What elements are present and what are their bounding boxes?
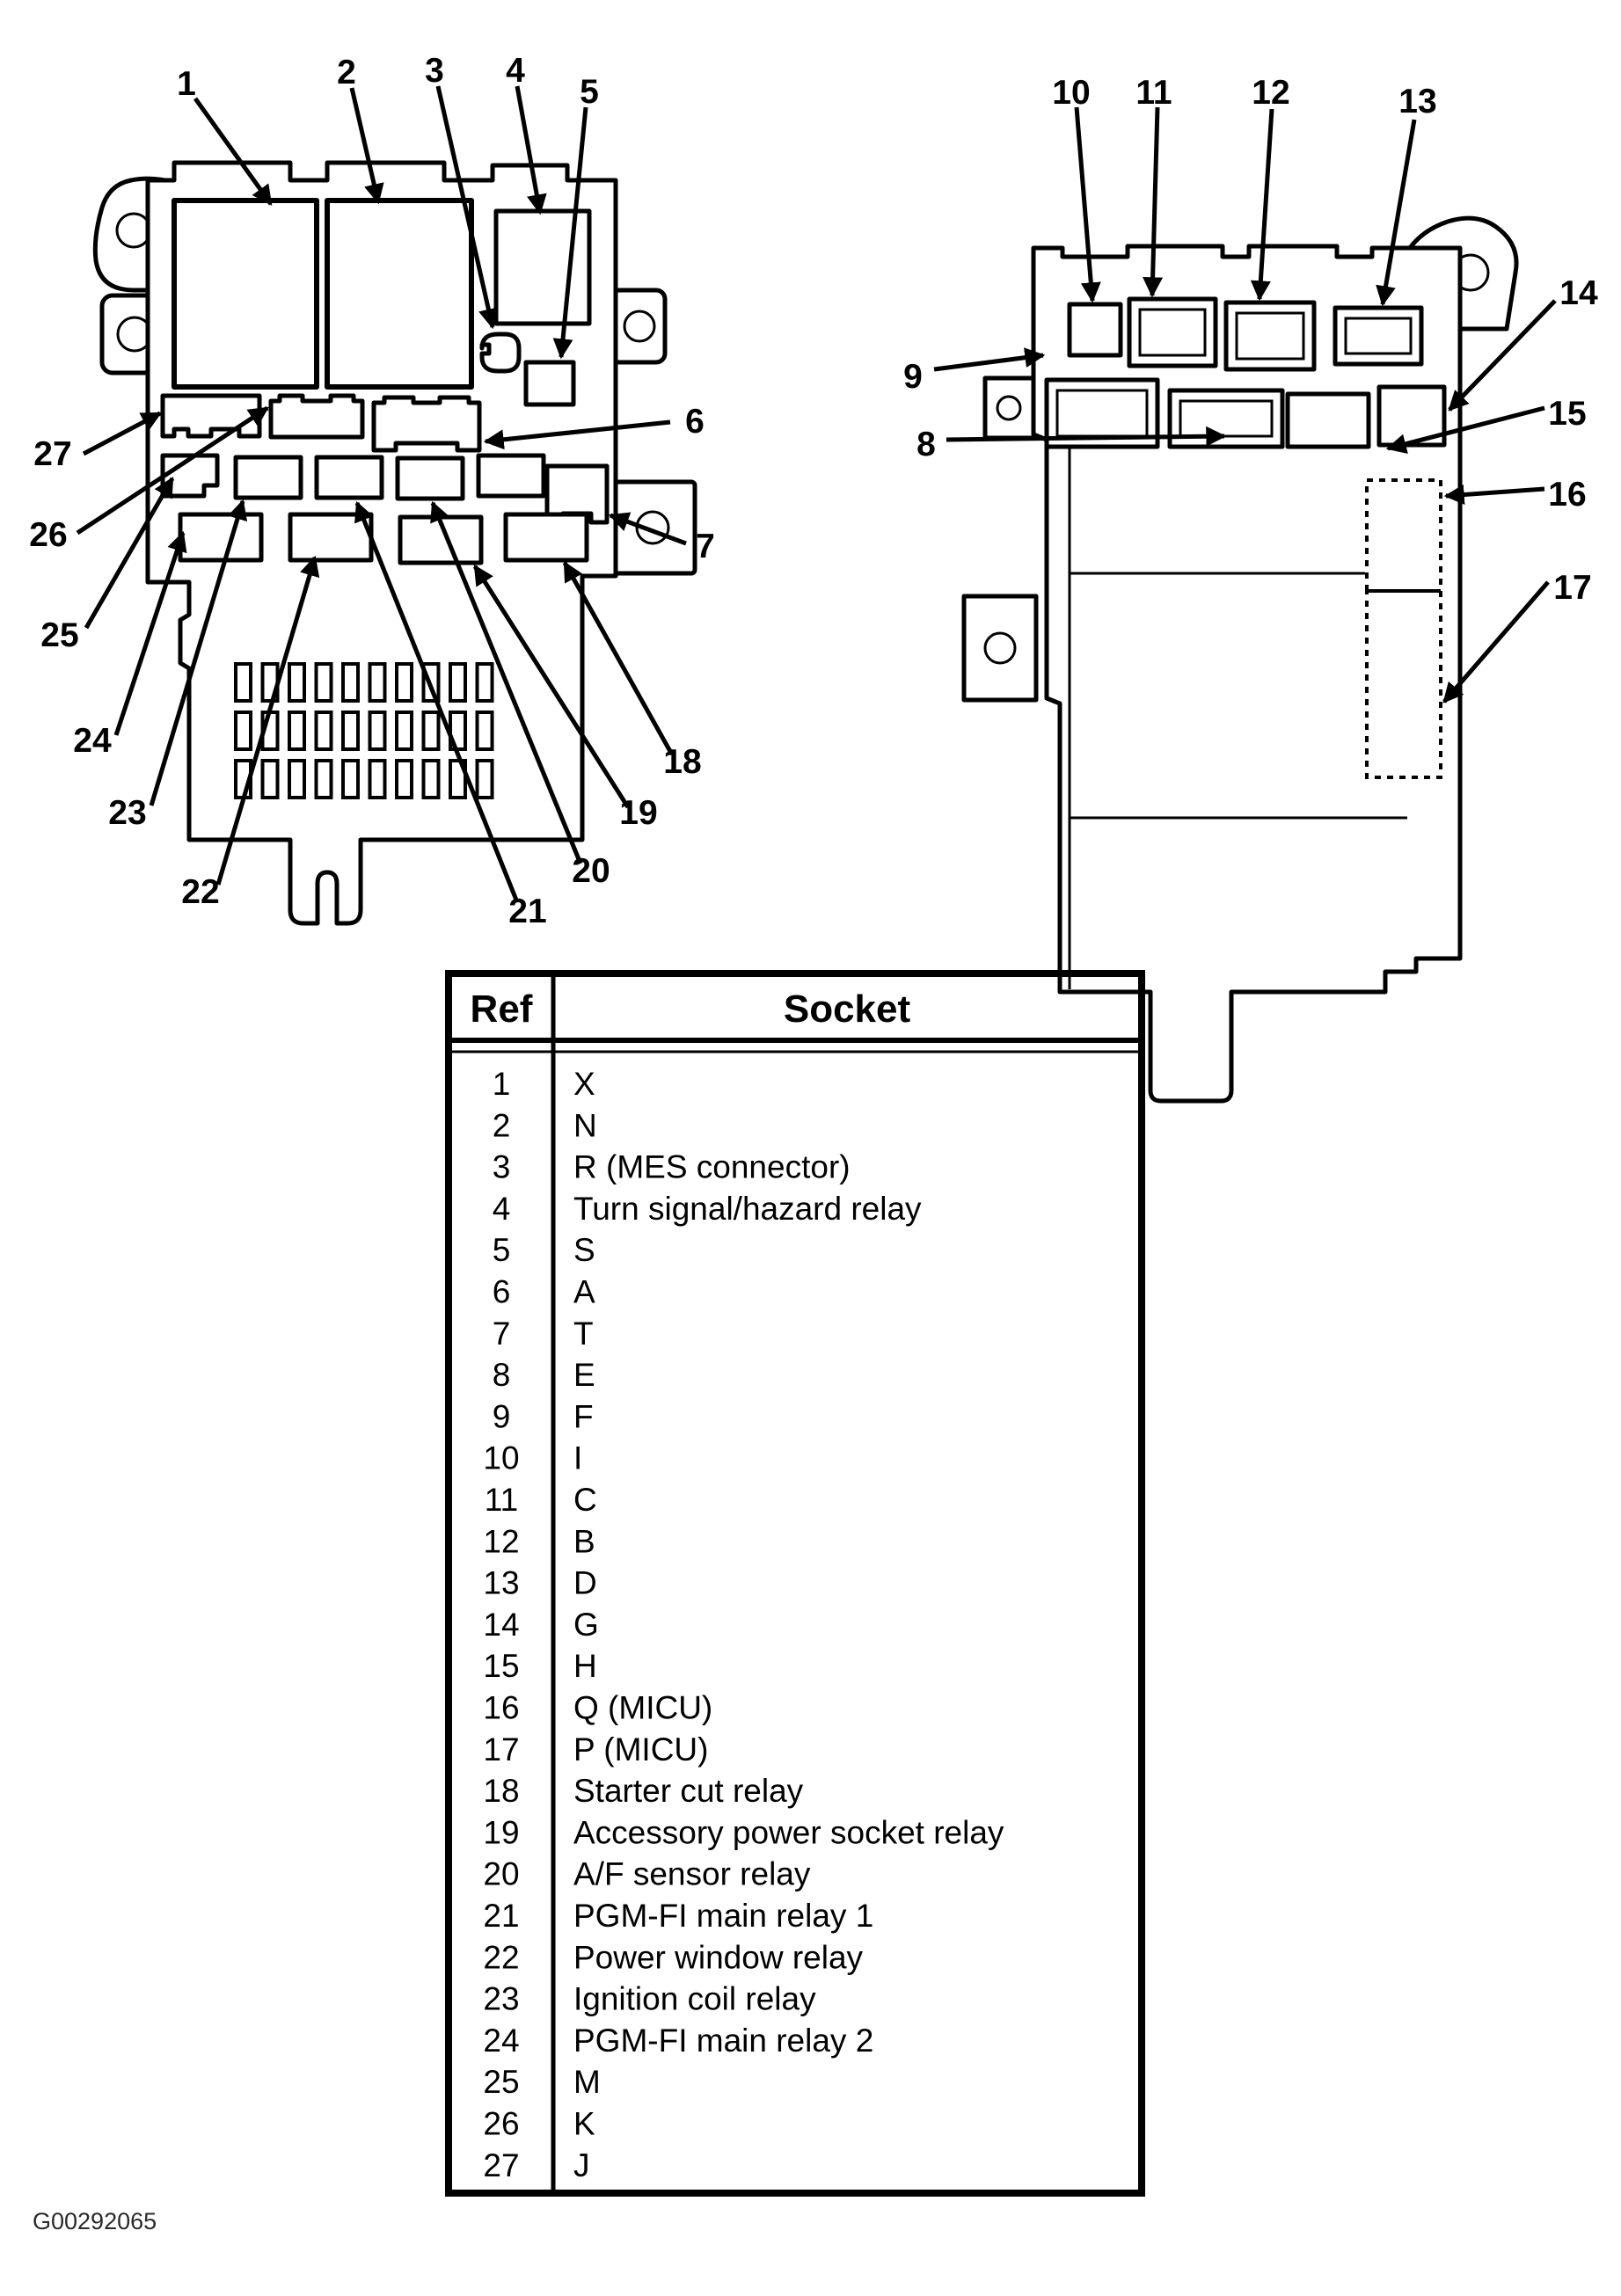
table-rows bbox=[483, 1066, 1004, 2183]
table-row-ref: 4 bbox=[492, 1190, 511, 1227]
table-row-socket: C bbox=[573, 1482, 597, 1518]
table-row-ref: 22 bbox=[483, 1939, 520, 1976]
socket-n-box bbox=[327, 200, 471, 387]
callout-13: 13 bbox=[1398, 83, 1437, 120]
table-row-socket: H bbox=[573, 1648, 597, 1685]
fuse-slot bbox=[343, 712, 358, 749]
callout-7: 7 bbox=[696, 528, 715, 565]
callout-11: 11 bbox=[1135, 74, 1172, 112]
table-row-socket: E bbox=[573, 1357, 595, 1394]
table-row-socket: J bbox=[573, 2147, 590, 2183]
mounting-hole bbox=[624, 311, 654, 341]
table-row-ref: 8 bbox=[492, 1357, 511, 1394]
relay-box bbox=[506, 514, 587, 560]
callout-14: 14 bbox=[1559, 274, 1598, 312]
fuse-slot bbox=[289, 761, 304, 798]
callout-arrow-9 bbox=[934, 355, 1043, 369]
table-row-socket: K bbox=[573, 2105, 595, 2142]
callout-9: 9 bbox=[903, 358, 923, 396]
fuse-slot bbox=[424, 712, 439, 749]
relay-box bbox=[478, 456, 544, 496]
table-row-socket: PGM-FI main relay 1 bbox=[573, 1898, 874, 1934]
fuse-slot bbox=[317, 712, 332, 749]
relay-box bbox=[236, 457, 301, 498]
table-row-socket: R (MES connector) bbox=[573, 1148, 851, 1185]
table-row-socket: N bbox=[573, 1107, 597, 1144]
table-row-ref: 11 bbox=[484, 1482, 519, 1518]
callout-6: 6 bbox=[685, 403, 705, 441]
table-row-ref: 9 bbox=[492, 1398, 511, 1435]
callout-18: 18 bbox=[663, 743, 702, 781]
fuse-slot bbox=[397, 712, 412, 749]
table-row-ref: 14 bbox=[483, 1606, 520, 1643]
relay-box bbox=[290, 514, 371, 560]
fuse-box-rear-view bbox=[903, 74, 1598, 1101]
table-row-socket: Starter cut relay bbox=[573, 1773, 804, 1810]
fuse-slot bbox=[397, 664, 412, 701]
callout-22: 22 bbox=[181, 873, 220, 911]
table-row-socket: Q (MICU) bbox=[573, 1689, 713, 1726]
table-row-ref: 13 bbox=[483, 1564, 520, 1601]
fuse-slot bbox=[236, 664, 251, 701]
table-row-socket: Power window relay bbox=[573, 1939, 864, 1976]
mounting-hole bbox=[985, 633, 1015, 663]
table-row-socket: Accessory power socket relay bbox=[573, 1814, 1004, 1851]
fuse-box-front-view bbox=[29, 52, 715, 930]
table-row-ref: 3 bbox=[492, 1148, 511, 1185]
fuse-slot bbox=[370, 664, 385, 701]
callout-27: 27 bbox=[33, 435, 72, 473]
socket-x-box bbox=[174, 200, 317, 387]
mounting-hole bbox=[997, 397, 1020, 419]
fuse-slot bbox=[478, 761, 493, 798]
fuse-slot bbox=[478, 664, 493, 701]
socket-k-box bbox=[271, 396, 362, 437]
table-row-socket: Ignition coil relay bbox=[573, 1980, 816, 2017]
fuse-slot bbox=[236, 712, 251, 749]
table-row-socket: X bbox=[573, 1066, 595, 1102]
table-row-socket: A/F sensor relay bbox=[573, 1855, 811, 1892]
fuse-slot bbox=[317, 761, 332, 798]
table-row-ref: 15 bbox=[483, 1648, 520, 1685]
callout-1: 1 bbox=[177, 65, 196, 103]
callout-8: 8 bbox=[916, 426, 936, 463]
table-row-ref: 1 bbox=[492, 1066, 511, 1102]
callout-4: 4 bbox=[506, 52, 525, 90]
callout-17: 17 bbox=[1553, 569, 1592, 607]
callout-21: 21 bbox=[508, 893, 547, 930]
socket-j-box bbox=[163, 396, 259, 436]
table-row-socket: P (MICU) bbox=[573, 1731, 709, 1768]
table-row-ref: 21 bbox=[483, 1898, 520, 1934]
table-row-socket: G bbox=[573, 1606, 599, 1643]
relay-box bbox=[180, 514, 261, 560]
callout-15: 15 bbox=[1548, 395, 1587, 433]
table-row-socket: F bbox=[573, 1398, 594, 1435]
table-row-ref: 23 bbox=[483, 1980, 520, 2017]
table-row-ref: 20 bbox=[483, 1855, 520, 1892]
table-row-ref: 19 bbox=[483, 1814, 520, 1851]
table-header-socket: Socket bbox=[783, 988, 911, 1031]
table-row-ref: 18 bbox=[483, 1773, 520, 1810]
table-row-socket: Turn signal/hazard relay bbox=[573, 1190, 922, 1227]
table-row-ref: 27 bbox=[483, 2147, 520, 2183]
fuse-slot bbox=[317, 664, 332, 701]
table-row-ref: 5 bbox=[492, 1232, 511, 1269]
callout-23: 23 bbox=[108, 794, 147, 832]
callout-3: 3 bbox=[425, 52, 444, 90]
table-row-socket: PGM-FI main relay 2 bbox=[573, 2022, 874, 2059]
callout-5: 5 bbox=[580, 73, 599, 111]
socket-a-box bbox=[374, 397, 479, 450]
table-row-ref: 26 bbox=[483, 2105, 520, 2142]
fuse-slot bbox=[478, 712, 493, 749]
table-row-socket: A bbox=[573, 1273, 595, 1310]
callout-16: 16 bbox=[1548, 476, 1587, 514]
table-row-ref: 6 bbox=[492, 1273, 511, 1310]
table-row-socket: I bbox=[573, 1440, 583, 1476]
figure-code: G00292065 bbox=[33, 2208, 157, 2234]
fuse-slot bbox=[343, 664, 358, 701]
fuse-slot bbox=[424, 761, 439, 798]
table-row-socket: M bbox=[573, 2064, 601, 2101]
table-row-socket: B bbox=[573, 1523, 595, 1560]
fuse-slot bbox=[397, 761, 412, 798]
table-row-ref: 10 bbox=[483, 1440, 520, 1476]
table-header-ref: Ref bbox=[470, 988, 533, 1031]
socket-i-box bbox=[1070, 304, 1121, 355]
table-row-ref: 17 bbox=[483, 1731, 520, 1768]
table-row-ref: 16 bbox=[483, 1689, 520, 1726]
fuse-slot bbox=[370, 712, 385, 749]
socket-table bbox=[449, 973, 1142, 2193]
fuse-slot bbox=[370, 761, 385, 798]
callout-26: 26 bbox=[29, 516, 68, 554]
relay-box bbox=[317, 457, 382, 498]
callout-24: 24 bbox=[73, 722, 112, 760]
mounting-hole bbox=[117, 214, 150, 247]
table-row-socket: T bbox=[573, 1315, 594, 1352]
table-row-ref: 25 bbox=[483, 2064, 520, 2101]
callout-10: 10 bbox=[1052, 74, 1091, 112]
table-row-ref: 7 bbox=[492, 1315, 511, 1352]
callout-2: 2 bbox=[337, 54, 356, 91]
fuse-slot bbox=[289, 712, 304, 749]
fuse-slot bbox=[289, 664, 304, 701]
mes-connector-shape bbox=[482, 334, 519, 371]
callout-19: 19 bbox=[619, 794, 658, 832]
fuse-slot bbox=[263, 761, 278, 798]
table-row-ref: 24 bbox=[483, 2022, 520, 2059]
relay-box bbox=[398, 458, 463, 499]
table-row-socket: S bbox=[573, 1232, 595, 1269]
table-row-ref: 2 bbox=[492, 1107, 511, 1144]
callout-12: 12 bbox=[1252, 74, 1290, 112]
socket-h-box bbox=[1288, 394, 1369, 447]
table-row-socket: D bbox=[573, 1564, 597, 1601]
fuse-slot bbox=[450, 664, 465, 701]
fuse-slot bbox=[343, 761, 358, 798]
socket-d-box bbox=[1335, 308, 1421, 364]
socket-s-box bbox=[526, 362, 573, 405]
callout-25: 25 bbox=[40, 616, 79, 654]
table-row-ref: 12 bbox=[483, 1523, 520, 1560]
callout-20: 20 bbox=[572, 852, 610, 890]
